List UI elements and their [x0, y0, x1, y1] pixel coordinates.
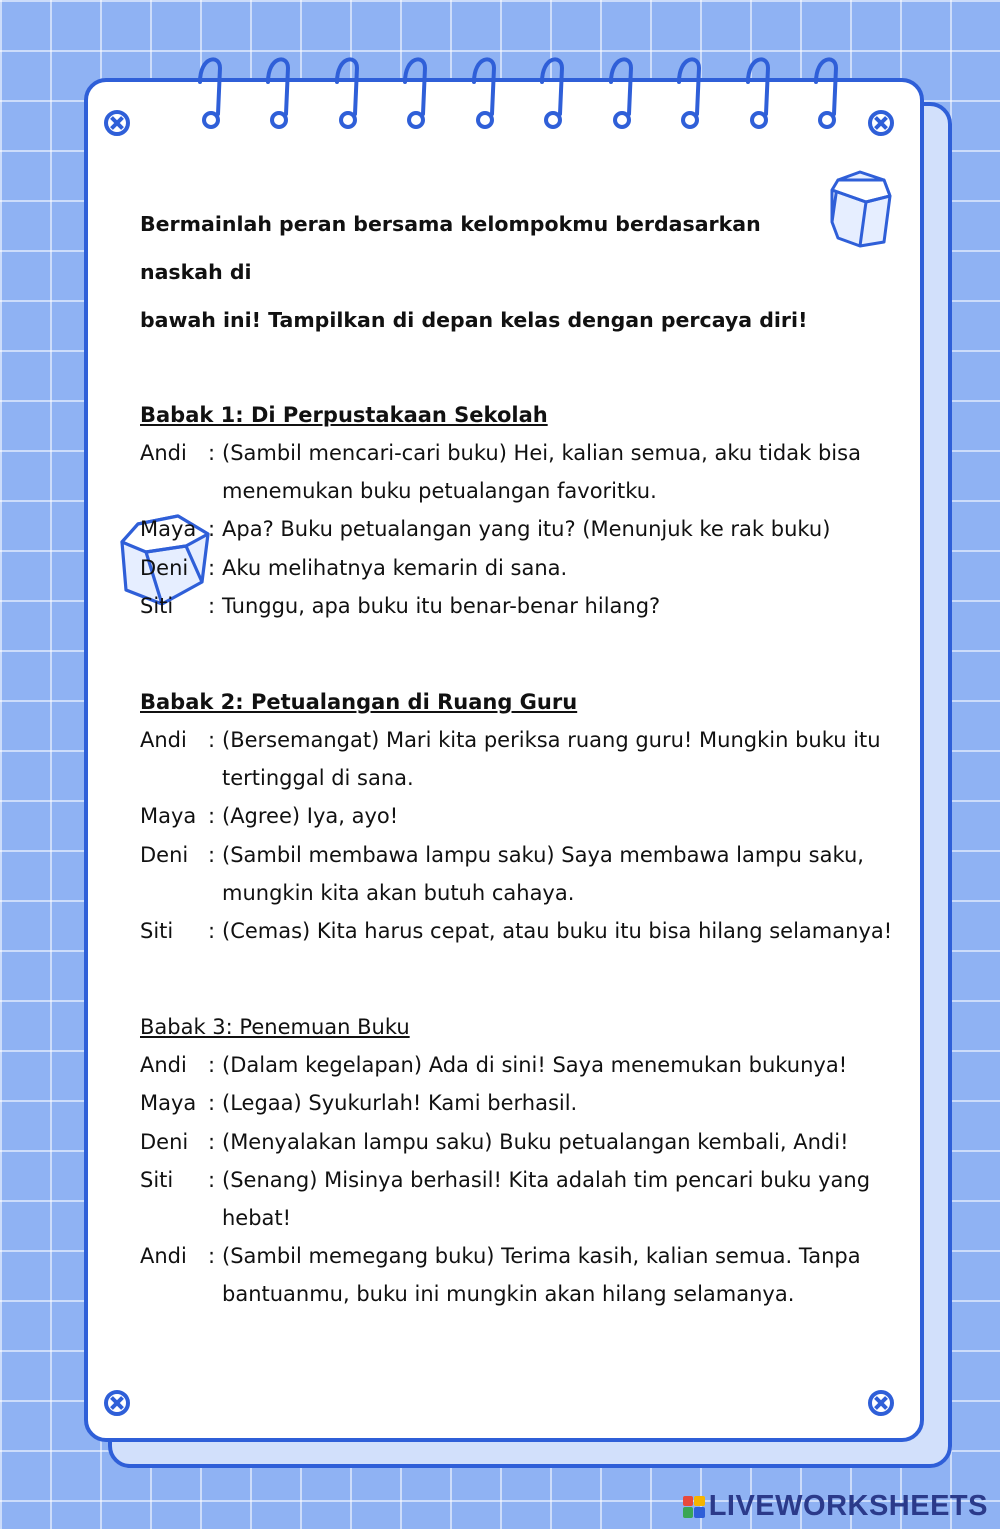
brand-name: LIVEWORKSHEETS [708, 1490, 988, 1522]
dialogue-text: (Menyalakan lampu saku) Buku petualangan kembali, Andi! [222, 1129, 849, 1154]
spiral-ring-icon [605, 52, 637, 130]
dialogue-text: (Bersemangat) Mari kita periksa ruang guru! Mungkin buku itu tertinggal di sana. [222, 728, 881, 791]
separator: : [208, 1167, 216, 1192]
act-title: Babak 2: Petualangan di Ruang Guru [140, 690, 578, 715]
instruction-text [140, 200, 840, 344]
speaker-name: Maya [140, 804, 197, 829]
spiral-ring-icon [194, 52, 226, 130]
speaker-name: Maya [140, 1091, 197, 1116]
separator: : [208, 804, 216, 829]
dialogue-line [140, 836, 900, 912]
dialogue-line [140, 797, 900, 835]
spiral-ring-icon [673, 52, 705, 130]
dialogue-line [140, 434, 900, 510]
dialogue-text: Aku melihatnya kemarin di sana. [222, 555, 568, 580]
screw-icon [866, 108, 896, 138]
liveworksheets-mark-icon [683, 1496, 705, 1518]
dialogue-text: (Sambil memegang buku) Terima kasih, kalian semua. Tanpa bantuanmu, buku ini mungkin akan hilang selamanya. [222, 1244, 861, 1307]
screw-icon [866, 1388, 896, 1418]
speaker-name: Deni [140, 555, 189, 580]
instruction-line: Bermainlah peran bersama kelompokmu berdasarkan naskah di [140, 212, 761, 284]
speaker-name: Andi [140, 441, 187, 465]
separator: : [208, 593, 216, 618]
dialogue-text: (Dalam kegelapan) Ada di sini! Saya menemukan bukunya! [222, 1053, 848, 1078]
dialogue-line [140, 549, 900, 587]
spiral-ring-icon [468, 52, 500, 130]
separator: : [208, 441, 216, 465]
dialogue-text: (Agree) Iya, ayo! [222, 804, 399, 829]
speaker-name: Andi [140, 1244, 187, 1269]
separator: : [208, 1091, 216, 1116]
separator: : [208, 517, 216, 542]
screw-icon [102, 108, 132, 138]
dialogue-text: Tunggu, apa buku itu benar-benar hilang? [222, 593, 661, 618]
spiral-ring-icon [810, 52, 842, 130]
screw-icon [102, 1388, 132, 1418]
dialogue-text: (Legaa) Syukurlah! Kami berhasil. [222, 1091, 578, 1116]
dialogue-line [140, 1161, 900, 1237]
speaker-name: Siti [140, 593, 174, 618]
dialogue-line [140, 1237, 900, 1313]
separator: : [208, 1129, 216, 1154]
separator: : [208, 1053, 216, 1078]
separator: : [208, 842, 216, 867]
dialogue-line [140, 510, 900, 548]
dialogue-text: Apa? Buku petualangan yang itu? (Menunjuk ke rak buku) [222, 517, 831, 542]
spiral-ring-icon [262, 52, 294, 130]
speaker-name: Andi [140, 1053, 187, 1078]
speaker-name: Andi [140, 728, 187, 753]
spiral-ring-icon [742, 52, 774, 130]
script-acts [140, 396, 900, 1314]
dialogue-text: (Sambil membawa lampu saku) Saya membawa lampu saku, mungkin kita akan butuh cahaya. [222, 842, 864, 905]
worksheet-content [140, 200, 900, 1314]
instruction-line: bawah ini! Tampilkan di depan kelas dengan percaya diri! [140, 308, 808, 332]
separator: : [208, 555, 216, 580]
liveworksheets-logo [683, 1490, 988, 1523]
act-title: Babak 1: Di Perpustakaan Sekolah [140, 403, 548, 427]
spiral-ring-icon [331, 52, 363, 130]
dialogue-line [140, 721, 900, 797]
spiral-ring-icon [536, 52, 568, 130]
separator: : [208, 1244, 216, 1269]
dialogue-line [140, 1084, 900, 1122]
speaker-name: Siti [140, 919, 174, 944]
dialogue-text: (Cemas) Kita harus cepat, atau buku itu bisa hilang selamanya! [222, 919, 893, 944]
spiral-ring-icon [399, 52, 431, 130]
act-title: Babak 3: Penemuan Buku [140, 1015, 410, 1040]
dialogue-line [140, 1123, 900, 1161]
dialogue-text: (Sambil mencari-cari buku) Hei, kalian semua, aku tidak bisa menemukan buku petualangan favoritku. [222, 441, 861, 504]
dialogue-line [140, 1046, 900, 1084]
separator: : [208, 919, 216, 944]
dialogue-line [140, 587, 900, 625]
speaker-name: Maya [140, 517, 197, 542]
speaker-name: Deni [140, 842, 189, 867]
dialogue-text: (Senang) Misinya berhasil! Kita adalah tim pencari buku yang hebat! [222, 1167, 871, 1231]
dialogue-line [140, 912, 900, 950]
separator: : [208, 728, 216, 753]
speaker-name: Deni [140, 1129, 189, 1154]
speaker-name: Siti [140, 1167, 174, 1192]
